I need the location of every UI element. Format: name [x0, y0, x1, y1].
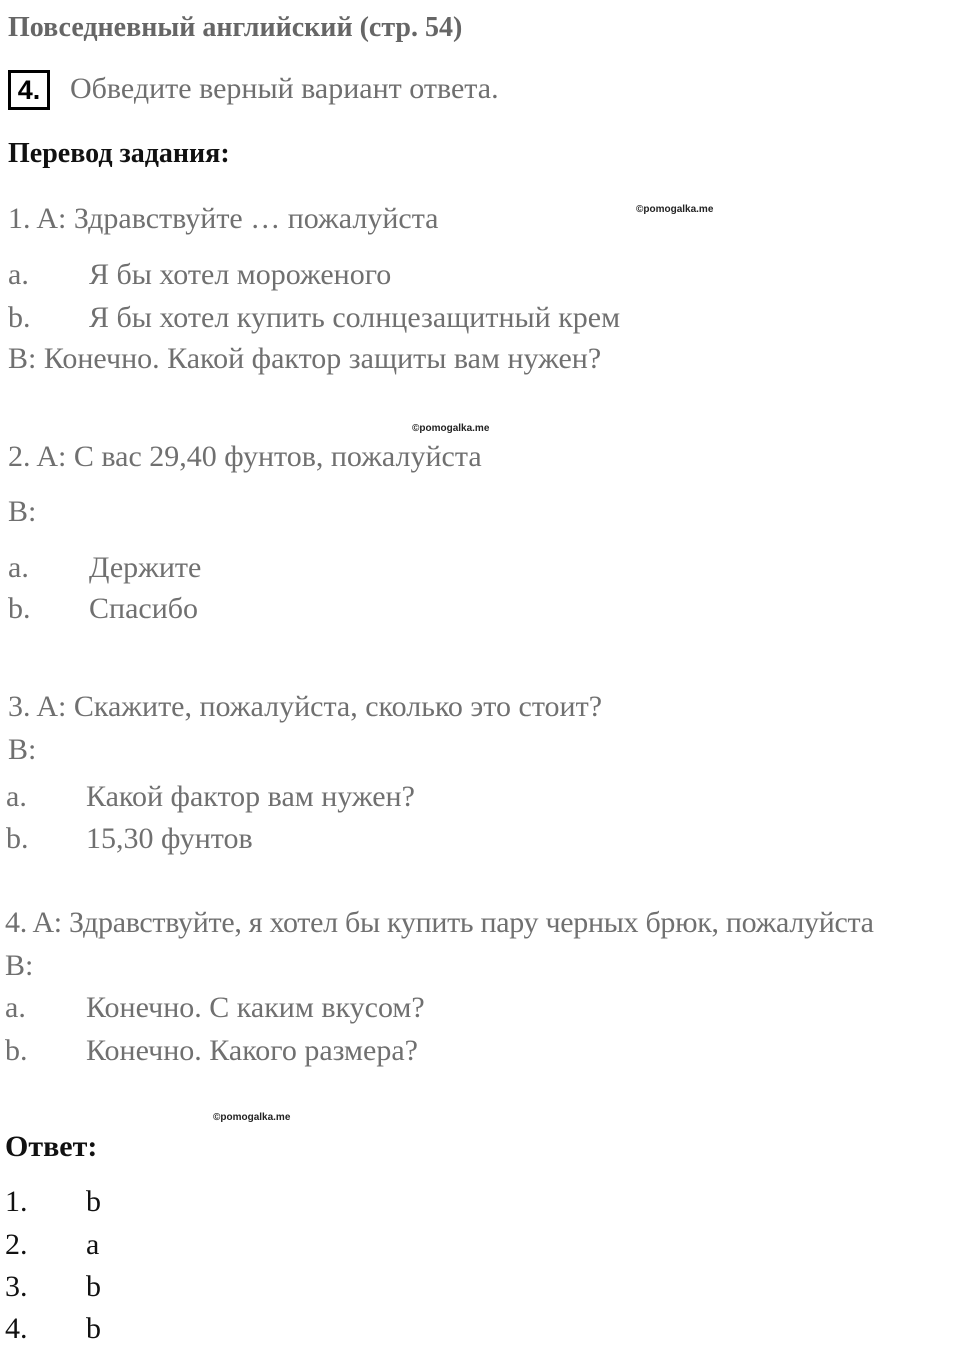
option-text: Я бы хотел мороженого	[89, 258, 392, 291]
option-text: Конечно. С каким вкусом?	[86, 991, 425, 1024]
answer-value: b	[86, 1270, 101, 1303]
reply-line: B:	[8, 733, 37, 766]
task-instruction: Обведите верный вариант ответа.	[70, 72, 499, 105]
option-letter: b.	[8, 592, 31, 625]
task-number-box: 4.	[8, 70, 50, 110]
watermark: ©pomogalka.me	[412, 423, 490, 434]
answer-number: 2.	[5, 1228, 28, 1261]
option-text: Какой фактор вам нужен?	[86, 780, 415, 813]
answer-value: b	[86, 1312, 101, 1345]
translation-heading: Перевод задания:	[8, 138, 230, 169]
option-letter: a.	[8, 258, 29, 291]
question-4-line: 4. A: Здравствуйте, я хотел бы купить пару черных брюк, пожалуйста	[5, 906, 874, 939]
option-text: Конечно. Какого размера?	[86, 1034, 418, 1067]
answer-number: 4.	[5, 1312, 28, 1345]
answer-number: 1.	[5, 1185, 28, 1218]
reply-line: B:	[5, 949, 34, 982]
option-text: Я бы хотел купить солнцезащитный крем	[89, 301, 621, 334]
answer-heading: Ответ:	[5, 1130, 98, 1163]
watermark: ©pomogalka.me	[636, 204, 714, 215]
reply-line: B:	[8, 495, 37, 528]
answer-value: a	[86, 1228, 100, 1261]
option-letter: b.	[5, 1034, 28, 1067]
answer-number: 3.	[5, 1270, 28, 1303]
watermark: ©pomogalka.me	[213, 1112, 291, 1123]
answer-value: b	[86, 1185, 101, 1218]
reply-line: B: Конечно. Какой фактор защиты вам нужен?	[8, 342, 602, 375]
option-letter: a.	[6, 780, 27, 813]
option-text: Спасибо	[89, 592, 199, 625]
option-text: 15,30 фунтов	[86, 822, 253, 855]
question-3-line: 3. A: Скажите, пожалуйста, сколько это стоит?	[8, 690, 603, 723]
option-letter: b.	[6, 822, 29, 855]
option-text: Держите	[89, 551, 202, 584]
page-title: Повседневный английский (стр. 54)	[8, 12, 463, 43]
option-letter: b.	[8, 301, 31, 334]
question-2-line: 2. A: С вас 29,40 фунтов, пожалуйста	[8, 440, 482, 473]
option-letter: a.	[8, 551, 29, 584]
question-1-line: 1. A: Здравствуйте … пожалуйста	[8, 202, 439, 235]
option-letter: a.	[5, 991, 26, 1024]
